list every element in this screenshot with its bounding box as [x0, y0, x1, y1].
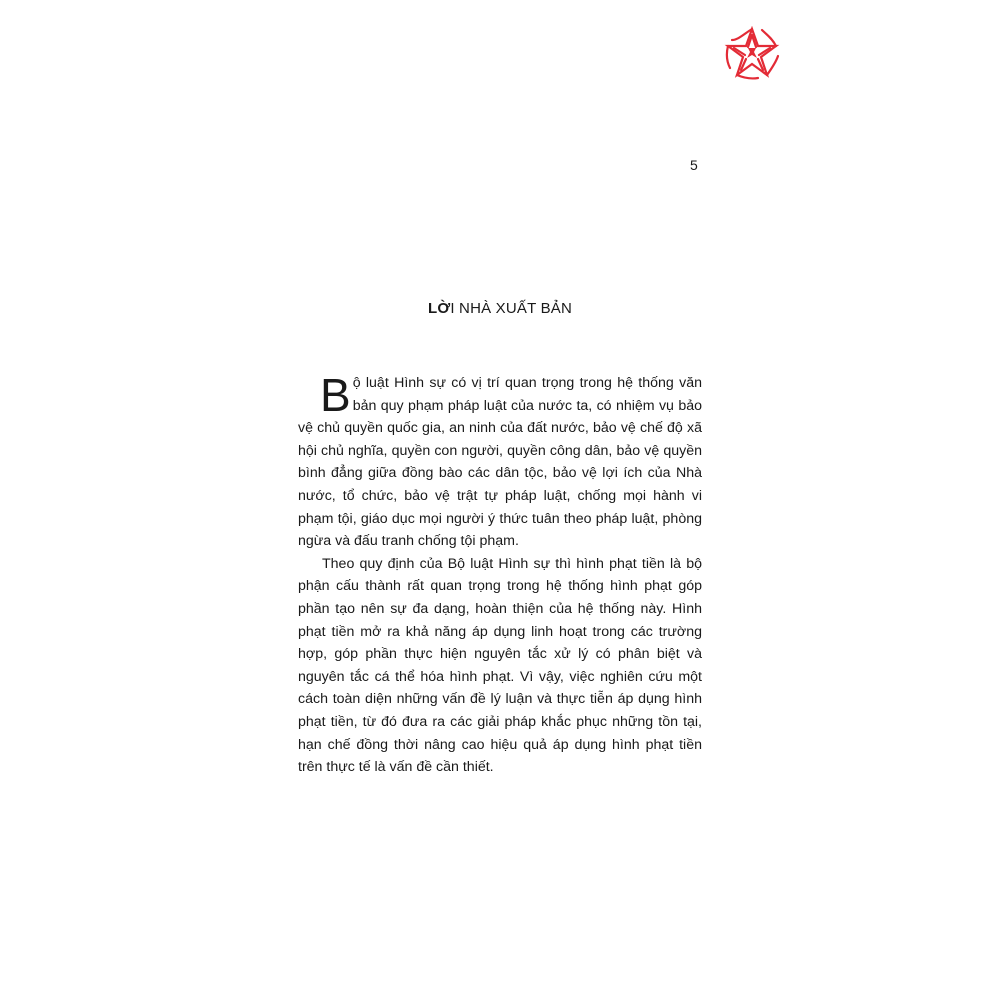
title-bold-part: LỜ — [427, 300, 451, 317]
paragraph-2: Theo quy định của Bộ luật Hình sự thì hình phạt tiền là bộ phận cấu thành rất quan trọng trong hệ thống hình phạt góp phần tạo nên sự đa dạng, hoàn thiện của hệ thống này. Hình phạt tiền mở ra khả năng áp dụng linh hoạt trong các trường hợp, góp phần thực hiện nguyên tắc xử lý có phân biệt và nguyên tắc cá thể hóa hình phạt. Vì vậy, việc nghiên cứu một cách toàn diện những vấn đề lý luận và thực tiễn áp dụng hình phạt tiền, từ đó đưa ra các giải pháp khắc phục những tồn tại, hạn chế đồng thời nâng cao hiệu quả áp dụng hình phạt tiền trên thực tế là vấn đề cần thiết. — [298, 555, 702, 776]
body-text — [298, 369, 702, 779]
paragraph-1 — [298, 369, 702, 553]
page-title — [0, 300, 1000, 317]
drop-cap: B — [320, 369, 351, 421]
title-rest: I NHÀ XUẤT BẢN — [450, 300, 573, 317]
page-number: 5 — [690, 157, 698, 173]
publisher-star-logo-icon — [724, 26, 780, 80]
paragraph-1-text: ộ luật Hình sự có vị trí quan trọng trong hệ thống văn bản quy phạm pháp luật của nước ta, có nhiệm vụ bảo vệ chủ quyền quốc gia, an ninh của đất nước, bảo vệ chế độ xã hội chủ nghĩa, quyền con người, quyền công dân, bảo vệ quyền bình đẳng giữa đồng bào các dân tộc, bảo vệ lợi ích của Nhà nước, tổ chức, bảo vệ trật tự pháp luật, chống mọi hành vi phạm tội, giáo dục mọi người ý thức tuân theo pháp luật, phòng ngừa và đấu tranh chống tội phạm. — [298, 375, 702, 550]
